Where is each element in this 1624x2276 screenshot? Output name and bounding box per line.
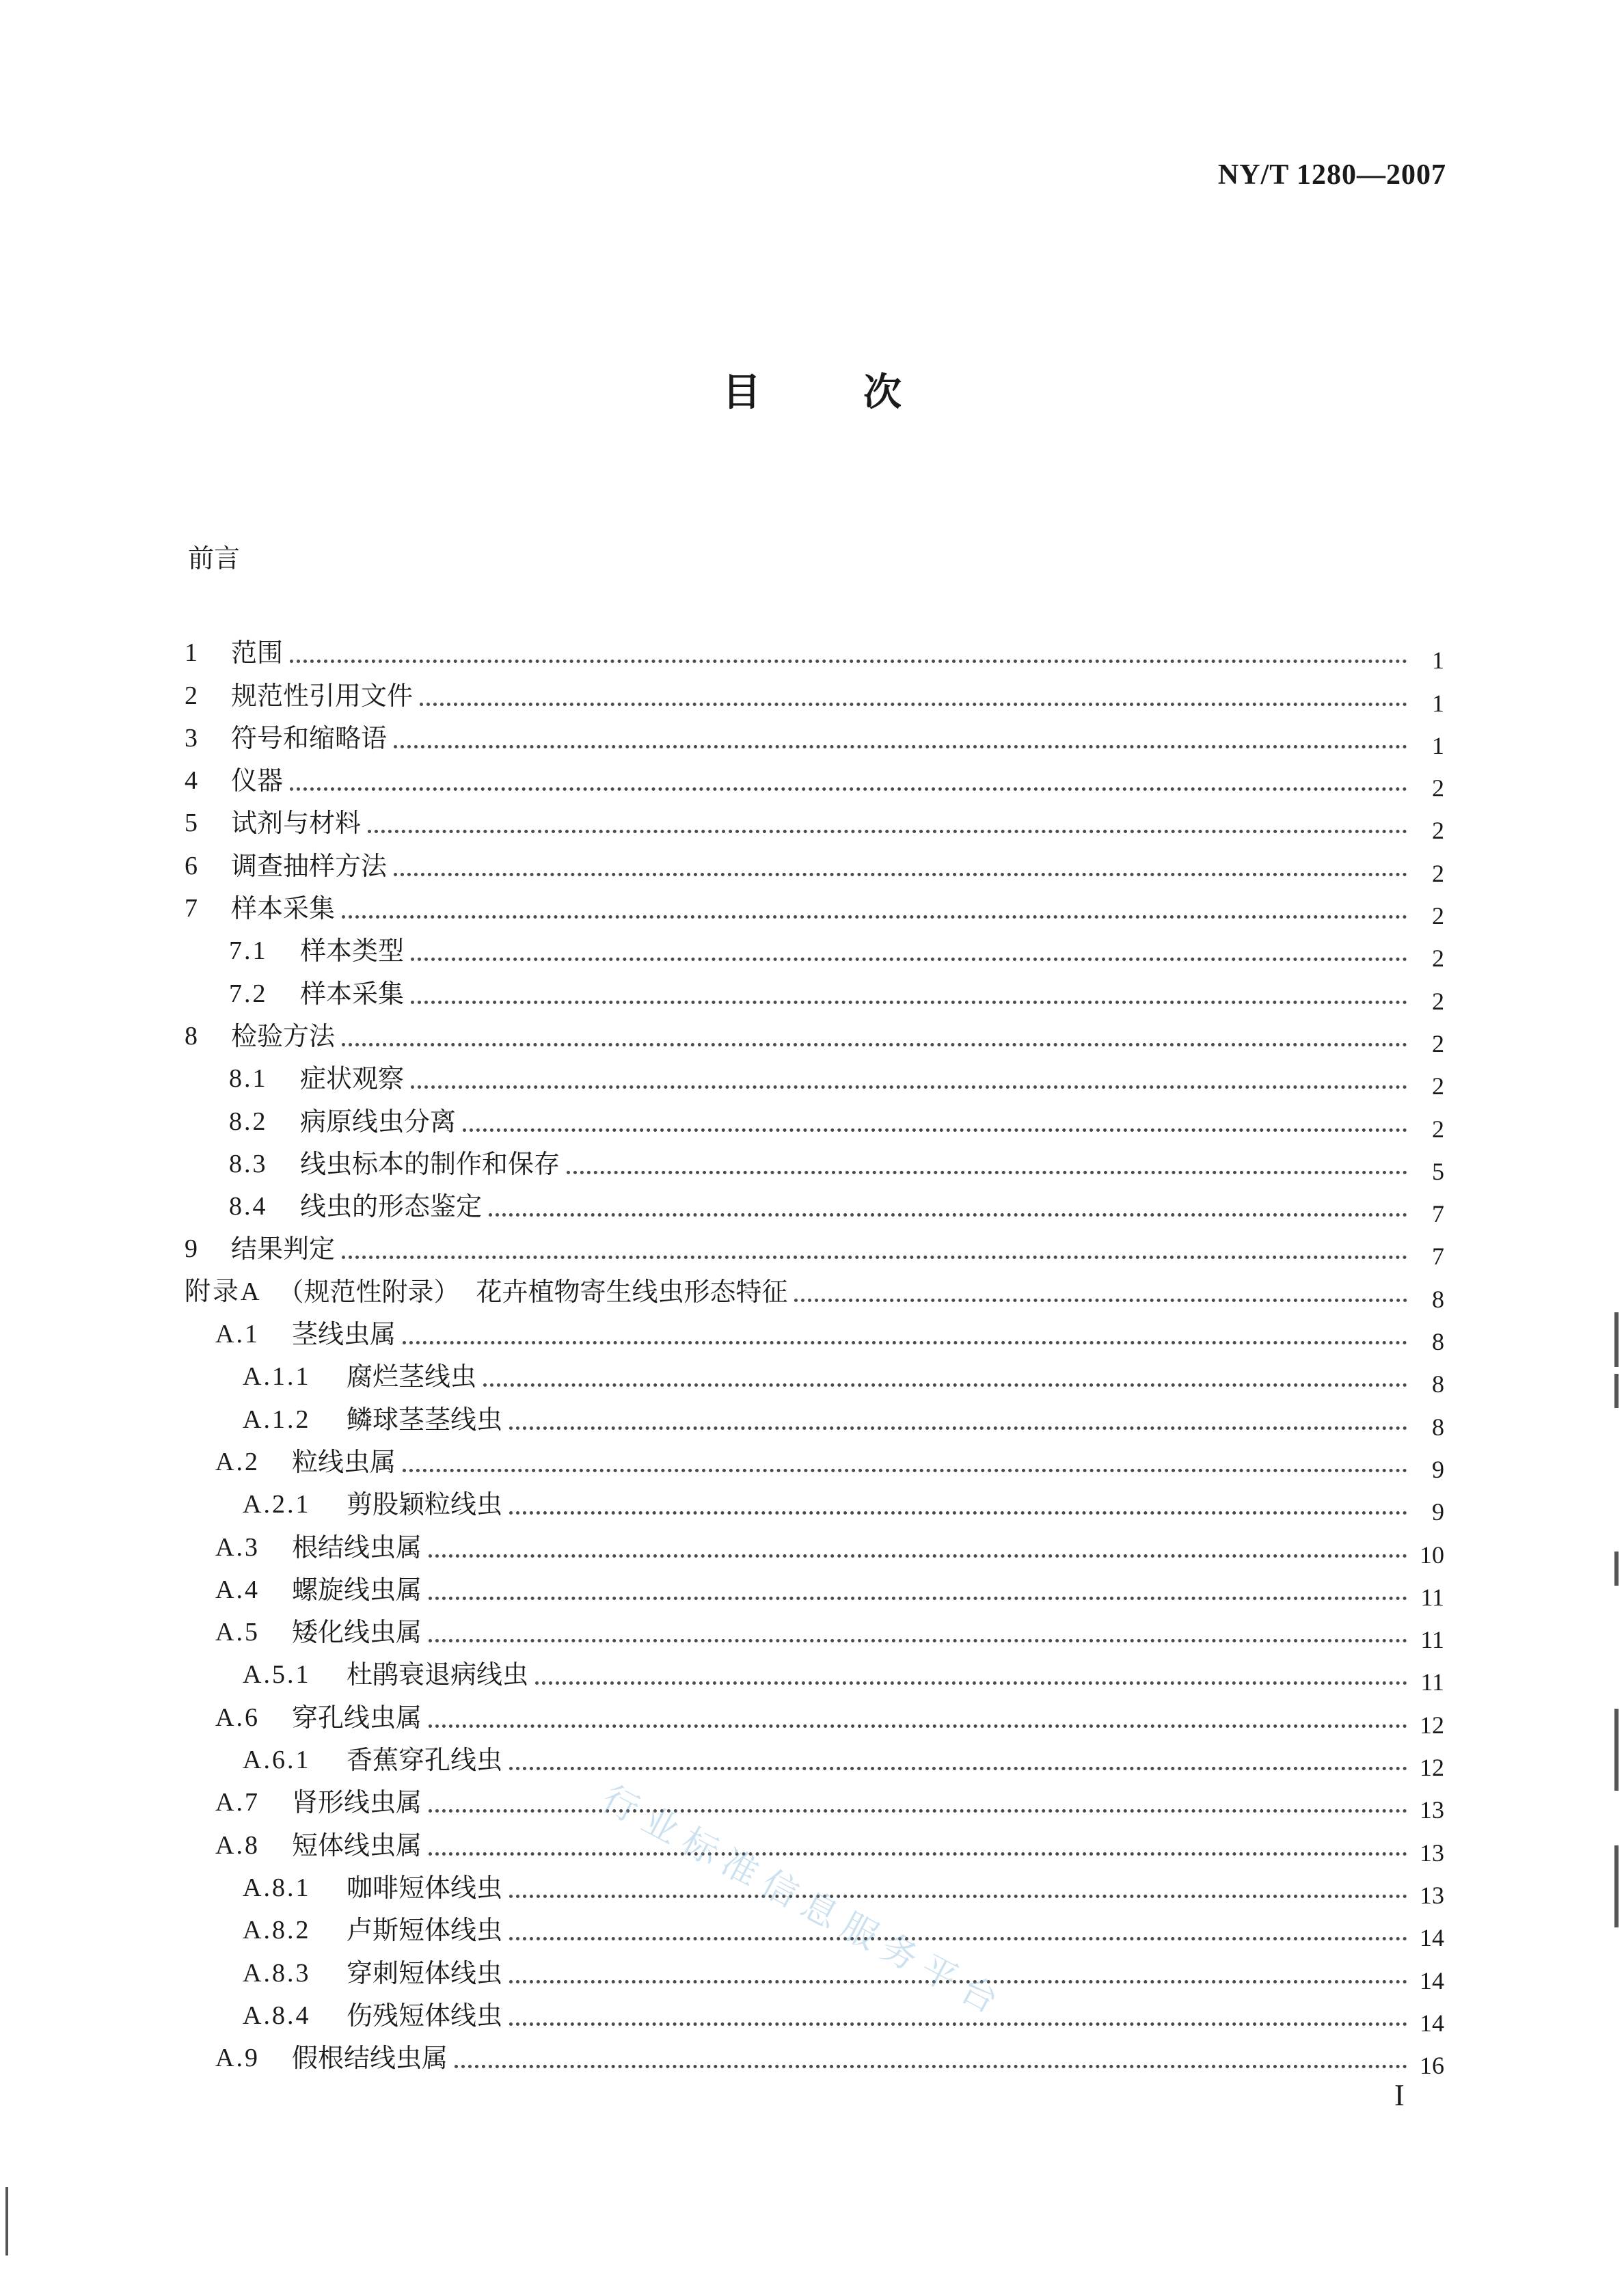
toc-entry-number: 1 xyxy=(185,638,200,668)
toc-entry-title: 仪器 xyxy=(231,766,284,796)
toc-dot-leader xyxy=(403,1469,1407,1472)
toc-dot-leader xyxy=(342,1043,1407,1046)
toc-entry[interactable] xyxy=(185,1049,1444,1100)
toc-foreword-link[interactable]: 前言 xyxy=(188,543,241,573)
toc-entry-page: 13 xyxy=(1420,1881,1444,1909)
toc-entry-number: A.5.1 xyxy=(243,1660,311,1690)
toc-entry[interactable] xyxy=(185,1943,1444,1994)
toc-entry-title: 咖啡短体线虫 xyxy=(347,1872,503,1903)
toc-entry-number: A.2 xyxy=(215,1447,260,1476)
toc-entry-title: 肾形线虫属 xyxy=(292,1787,422,1818)
toc-dot-leader xyxy=(429,1639,1407,1642)
toc-entry-number: A.6 xyxy=(215,1703,260,1732)
toc-entry-number: 6 xyxy=(185,851,200,880)
toc-entry-title: 范围 xyxy=(231,638,284,668)
toc-entry-number: A.5 xyxy=(215,1618,260,1647)
toc-entry-page: 11 xyxy=(1420,1668,1444,1696)
toc-entry[interactable] xyxy=(185,1731,1444,1782)
toc-entry-page: 2 xyxy=(1432,1115,1444,1143)
toc-entry[interactable] xyxy=(185,1135,1444,1185)
toc-entry-page: 1 xyxy=(1432,689,1444,717)
toc-dot-leader xyxy=(420,703,1407,706)
toc-entry-number: A.8 xyxy=(215,1830,260,1860)
toc-entry-page: 8 xyxy=(1432,1328,1444,1356)
toc-entry-page: 7 xyxy=(1432,1200,1444,1228)
toc-entry-page: 8 xyxy=(1432,1370,1444,1398)
toc-entry-page: 2 xyxy=(1432,1029,1444,1057)
toc-entry-title: 调查抽样方法 xyxy=(231,850,388,881)
toc-entry-title: 腐烂茎线虫 xyxy=(347,1361,477,1392)
toc-entry-title: 短体线虫属 xyxy=(292,1830,422,1860)
toc-entry-page: 14 xyxy=(1420,1966,1444,1994)
toc-entry-title: 穿孔线虫属 xyxy=(292,1702,422,1733)
toc-entry-number: A.9 xyxy=(215,2044,260,2073)
toc-entry-number: A.8.3 xyxy=(243,1958,311,1988)
toc-entry-number: A.7 xyxy=(215,1788,260,1817)
toc-entry[interactable] xyxy=(185,1603,1444,1654)
scan-edge-mark xyxy=(1614,1845,1619,1927)
toc-entry-title: 茎线虫属 xyxy=(292,1319,396,1350)
toc-entry-page: 14 xyxy=(1420,1924,1444,1952)
toc-entry[interactable] xyxy=(185,1773,1444,1824)
toc-entry-page: 2 xyxy=(1432,774,1444,802)
toc-entry-number: 3 xyxy=(185,723,200,753)
toc-entry[interactable] xyxy=(185,1347,1444,1398)
toc-dot-leader xyxy=(411,1001,1407,1004)
toc-entry-number: 8.3 xyxy=(229,1149,268,1178)
toc-entry[interactable] xyxy=(185,1517,1444,1569)
toc-dot-leader xyxy=(411,1085,1407,1089)
scan-edge-mark xyxy=(5,2187,8,2255)
toc-dot-leader xyxy=(342,915,1407,919)
toc-entry-number: 4 xyxy=(185,766,200,796)
toc-entry-title: 样本采集 xyxy=(231,893,336,924)
toc-entry-title: 症状观察 xyxy=(300,1064,405,1094)
toc-entry-number: 附录A xyxy=(185,1277,262,1306)
toc-entry-page: 11 xyxy=(1420,1626,1444,1654)
toc-entry-number: 9 xyxy=(185,1234,200,1264)
toc-entry[interactable] xyxy=(185,1433,1444,1483)
toc-entry[interactable] xyxy=(185,964,1444,1015)
scan-edge-mark xyxy=(1614,1312,1619,1367)
toc-entry-title: 花卉植物寄生线虫形态特征 xyxy=(476,1276,788,1307)
toc-entry-page: 8 xyxy=(1432,1413,1444,1441)
toc-dot-leader xyxy=(429,1554,1407,1558)
toc-entry[interactable] xyxy=(185,1390,1444,1441)
toc-entry-title: 鳞球茎茎线虫 xyxy=(347,1404,503,1435)
toc-entry-page: 2 xyxy=(1432,902,1444,930)
toc-entry[interactable] xyxy=(185,2029,1444,2080)
toc-entry-page: 10 xyxy=(1420,1541,1444,1569)
toc-entry-number: 7.1 xyxy=(229,936,268,966)
toc-entry-title: 样本类型 xyxy=(300,936,405,966)
toc-dot-leader xyxy=(509,1937,1407,1940)
toc-entry-page: 2 xyxy=(1432,1072,1444,1100)
standard-code: NY/T 1280—2007 xyxy=(1217,159,1446,191)
toc-entry-number: A.6.1 xyxy=(243,1746,311,1775)
toc-entry-page: 12 xyxy=(1420,1754,1444,1782)
toc-entry[interactable] xyxy=(185,709,1444,759)
toc-entry-title: 结果判定 xyxy=(231,1234,336,1264)
toc-entry[interactable] xyxy=(185,751,1444,802)
toc-entry[interactable] xyxy=(185,666,1444,717)
toc-entry-title: 卢斯短体线虫 xyxy=(347,1915,503,1946)
toc-entry-page: 2 xyxy=(1432,817,1444,845)
toc-dot-leader xyxy=(429,1852,1407,1856)
toc-entry-number: 8 xyxy=(185,1021,200,1051)
toc-entry[interactable] xyxy=(185,921,1444,973)
toc-entry-title: 假根结线虫属 xyxy=(292,2043,448,2074)
toc-entry-title: 试剂与材料 xyxy=(231,808,362,839)
toc-entry[interactable] xyxy=(185,1560,1444,1611)
toc-entry-title: 螺旋线虫属 xyxy=(292,1574,422,1605)
toc-entry-page: 14 xyxy=(1420,2009,1444,2037)
toc-entry-page: 5 xyxy=(1432,1157,1444,1185)
toc-entry[interactable] xyxy=(185,1645,1444,1696)
page-title: 目次 xyxy=(722,370,1004,415)
toc-entry[interactable] xyxy=(185,1688,1444,1739)
toc-entry-page: 13 xyxy=(1420,1839,1444,1867)
toc-dot-leader xyxy=(463,1128,1407,1132)
toc-dot-leader xyxy=(290,787,1407,791)
toc-entry-page: 2 xyxy=(1432,987,1444,1015)
toc-dot-leader xyxy=(411,958,1407,961)
toc-entry-title: 粒线虫属 xyxy=(292,1446,396,1477)
toc-entry-page: 13 xyxy=(1420,1796,1444,1824)
toc-dot-leader xyxy=(509,2022,1407,2026)
toc-entry-page: 11 xyxy=(1420,1583,1444,1611)
toc-entry-title: 伤残短体线虫 xyxy=(347,2000,503,2031)
toc-entry-title: 根结线虫属 xyxy=(292,1532,422,1562)
scan-edge-mark xyxy=(1614,1374,1619,1408)
toc-dot-leader xyxy=(567,1171,1407,1174)
toc-entry-number: A.2.1 xyxy=(243,1490,311,1519)
toc-entry-number: A.1.1 xyxy=(243,1362,311,1392)
toc-entry-page: 7 xyxy=(1432,1243,1444,1271)
toc-entry-title: 符号和缩略语 xyxy=(231,722,388,753)
toc-entry[interactable] xyxy=(185,1092,1444,1143)
toc-entry[interactable] xyxy=(185,794,1444,845)
toc-entry-number: A.8.2 xyxy=(243,1916,311,1945)
toc-entry[interactable] xyxy=(185,1305,1444,1356)
toc-entry-title: 香蕉穿孔线虫 xyxy=(347,1745,503,1776)
toc-entry-number: A.8.4 xyxy=(243,2001,311,2030)
toc-entry-page: 8 xyxy=(1432,1285,1444,1313)
toc-entry-number: 8.1 xyxy=(229,1064,268,1094)
toc-entry-number: 7 xyxy=(185,894,200,923)
page-number: I xyxy=(1394,2078,1405,2112)
toc-entry[interactable] xyxy=(185,623,1444,675)
toc-entry-title: 线虫的形态鉴定 xyxy=(300,1191,483,1222)
toc-entry-title: 病原线虫分离 xyxy=(300,1106,457,1137)
toc-entry-number: 2 xyxy=(185,681,200,710)
scan-edge-mark xyxy=(1614,1552,1619,1586)
toc-entry-title: 穿刺短体线虫 xyxy=(347,1957,503,1988)
toc-entry-number: A.8.1 xyxy=(243,1873,311,1902)
toc-entry[interactable] xyxy=(185,1219,1444,1271)
toc-dot-leader xyxy=(403,1341,1407,1344)
toc-entry-title: 规范性引用文件 xyxy=(231,680,414,711)
toc-dot-leader xyxy=(509,1895,1407,1898)
toc-entry-number: 7.2 xyxy=(229,979,268,1008)
toc-entry-page: 16 xyxy=(1420,2052,1444,2080)
toc-entry-title: 样本采集 xyxy=(300,978,405,1009)
toc-entry[interactable] xyxy=(185,1177,1444,1228)
toc-entry[interactable] xyxy=(185,1262,1444,1313)
toc-dot-leader xyxy=(509,1426,1407,1430)
watermark: 行业标准信息服务平台 xyxy=(595,1778,1013,2027)
toc-entry-page: 1 xyxy=(1432,647,1444,675)
toc-entry-number: A.4 xyxy=(215,1575,260,1604)
toc-dot-leader xyxy=(394,745,1407,748)
toc-entry-number: A.1 xyxy=(215,1320,260,1349)
toc-dot-leader xyxy=(455,2065,1407,2068)
toc-entry-type: （规范性附录） xyxy=(278,1276,460,1307)
toc-dot-leader xyxy=(489,1213,1407,1217)
toc-dot-leader xyxy=(429,1597,1407,1600)
toc-entry[interactable] xyxy=(185,1815,1444,1867)
toc-entry[interactable] xyxy=(185,1475,1444,1526)
table-of-contents xyxy=(185,623,1444,2080)
toc-entry[interactable] xyxy=(185,836,1444,887)
toc-entry-title: 剪股颖粒线虫 xyxy=(347,1489,503,1520)
toc-entry-page: 2 xyxy=(1432,859,1444,887)
toc-dot-leader xyxy=(342,1256,1407,1259)
toc-entry-title: 矮化线虫属 xyxy=(292,1617,422,1648)
toc-entry-page: 9 xyxy=(1432,1498,1444,1526)
toc-entry-number: 8.4 xyxy=(229,1192,268,1221)
toc-entry[interactable] xyxy=(185,1986,1444,2037)
toc-entry-page: 1 xyxy=(1432,731,1444,759)
toc-entry-title: 检验方法 xyxy=(231,1020,336,1051)
toc-entry-number: A.1.2 xyxy=(243,1405,311,1434)
toc-dot-leader xyxy=(535,1681,1407,1685)
toc-entry-title: 杜鹃衰退病线虫 xyxy=(347,1659,529,1690)
toc-dot-leader xyxy=(509,1511,1407,1515)
toc-entry-page: 9 xyxy=(1432,1455,1444,1483)
toc-dot-leader xyxy=(368,830,1407,833)
toc-dot-leader xyxy=(290,660,1407,663)
scan-edge-mark xyxy=(1614,1709,1619,1791)
toc-entry[interactable] xyxy=(185,879,1444,930)
toc-dot-leader xyxy=(794,1299,1407,1302)
toc-entry-number: 8.2 xyxy=(229,1107,268,1136)
toc-entry-page: 2 xyxy=(1432,945,1444,973)
toc-entry-number: A.3 xyxy=(215,1532,260,1562)
toc-entry-title: 线虫标本的制作和保存 xyxy=(300,1148,560,1179)
toc-entry-page: 12 xyxy=(1420,1711,1444,1739)
toc-dot-leader xyxy=(483,1383,1407,1387)
toc-dot-leader xyxy=(429,1724,1407,1728)
toc-dot-leader xyxy=(429,1809,1407,1813)
toc-dot-leader xyxy=(509,1767,1407,1770)
toc-dot-leader xyxy=(394,873,1407,876)
toc-entry-number: 5 xyxy=(185,809,200,838)
toc-entry[interactable] xyxy=(185,1007,1444,1057)
